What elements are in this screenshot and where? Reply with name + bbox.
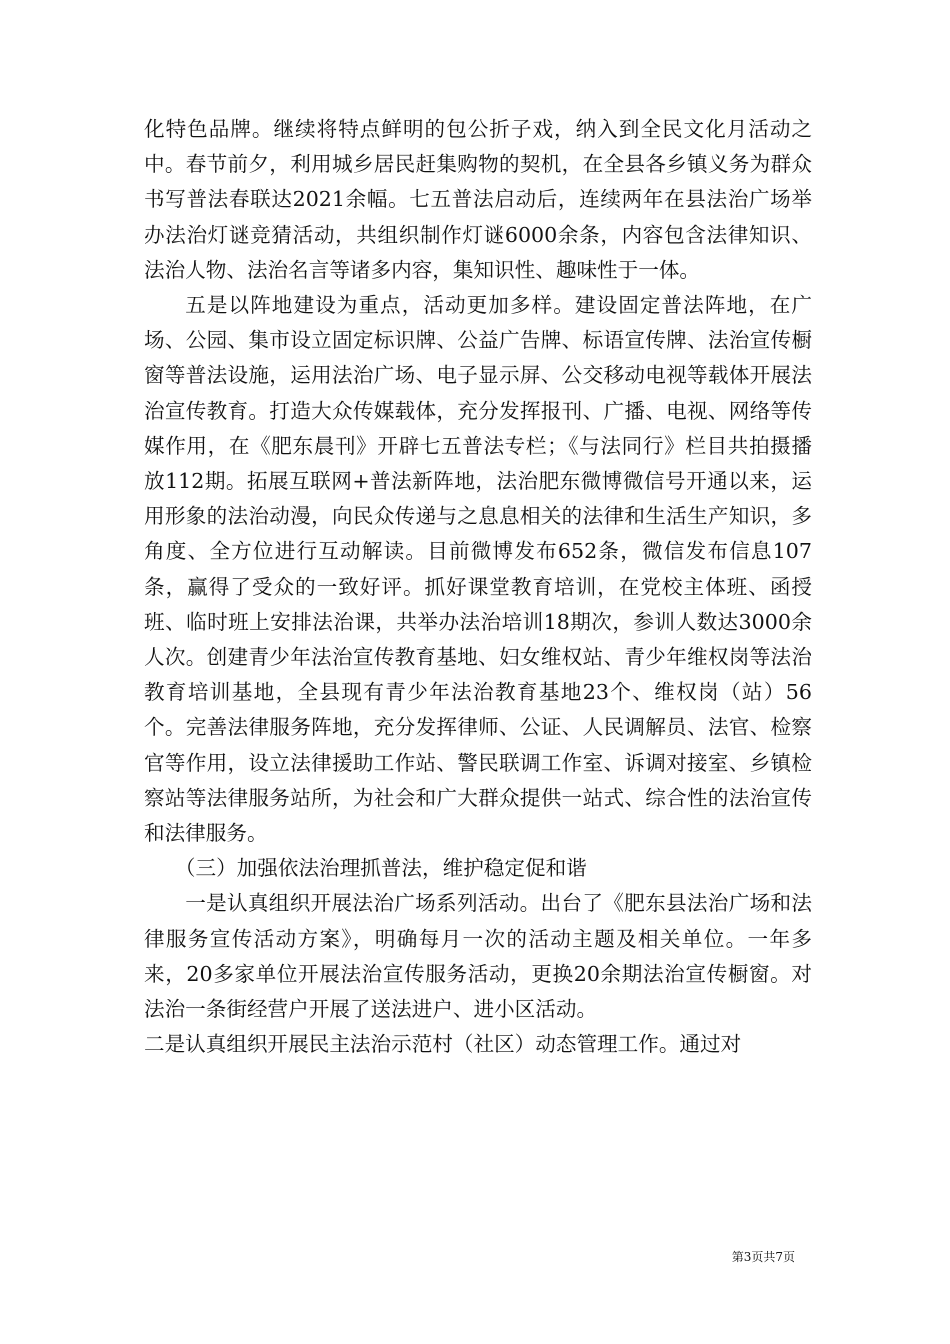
paragraph-demo-village: 二是认真组织开展民主法治示范村（社区）动态管理工作。通过对 xyxy=(144,1032,742,1057)
section-heading: （三）加强依法治理抓普法，维护稳定促和谐 xyxy=(174,856,587,881)
document-body xyxy=(144,112,812,1062)
paragraph-continuation: 化特色品牌。继续将特点鲜明的包公折子戏，纳入到全民文化月活动之中。春节前夕，利用城乡居民赶集购物的契机，在全县各乡镇义务为群众书写普法春联达2021余幅。七五普法启动后，连续两年在县法治广场举办法治灯谜竞猜活动，共组织制作灯谜6000余条，内容包含法律知识、法治人物、法治名言等诸多内容，集知识性、趣味性于一体。 xyxy=(144,117,812,282)
paragraph-position-building: 五是以阵地建设为重点，活动更加多样。建设固定普法阵地，在广场、公园、集市设立固定标识牌、公益广告牌、标语宣传牌、法治宣传橱窗等普法设施，运用法治广场、电子显示屏、公交移动电视等载体开展法治宣传教育。打造大众传媒载体，充分发挥报刊、广播、电视、网络等传媒作用，在《肥东晨刊》开辟七五普法专栏；《与法同行》栏目共拍摄播放112期。拓展互联网+普法新阵地，法治肥东微博微信号开通以来，运用形象的法治动漫，向民众传递与之息息相关的法律和生活生产知识，多角度、全方位进行互动解读。目前微博发布652条，微信发布信息107条，赢得了受众的一致好评。抓好课堂教育培训，在党校主体班、函授班、临时班上安排法治课，共举办法治培训18期次，参训人数达3000余人次。创建青少年法治宣传教育基地、妇女维权站、青少年维权岗等法治教育培训基地，全县现有青少年法治教育基地23个、维权岗（站）56个。完善法律服务阵地，充分发挥律师、公证、人民调解员、法官、检察官等作用，设立法律援助工作站、警民联调工作室、诉调对接室、乡镇检察站等法律服务站所，为社会和广大群众提供一站式、综合性的法治宣传和法律服务。 xyxy=(144,293,812,846)
paragraph-legal-square: 一是认真组织开展法治广场系列活动。出台了《肥东县法治广场和法律服务宣传活动方案》，明确每月一次的活动主题及相关单位。一年多来，20多家单位开展法治宣传服务活动，更换20余期法治宣传橱窗。对法治一条街经营户开展了送法进户、进小区活动。 xyxy=(144,891,812,1022)
page-number: 第3页共7页 xyxy=(731,1250,795,1264)
